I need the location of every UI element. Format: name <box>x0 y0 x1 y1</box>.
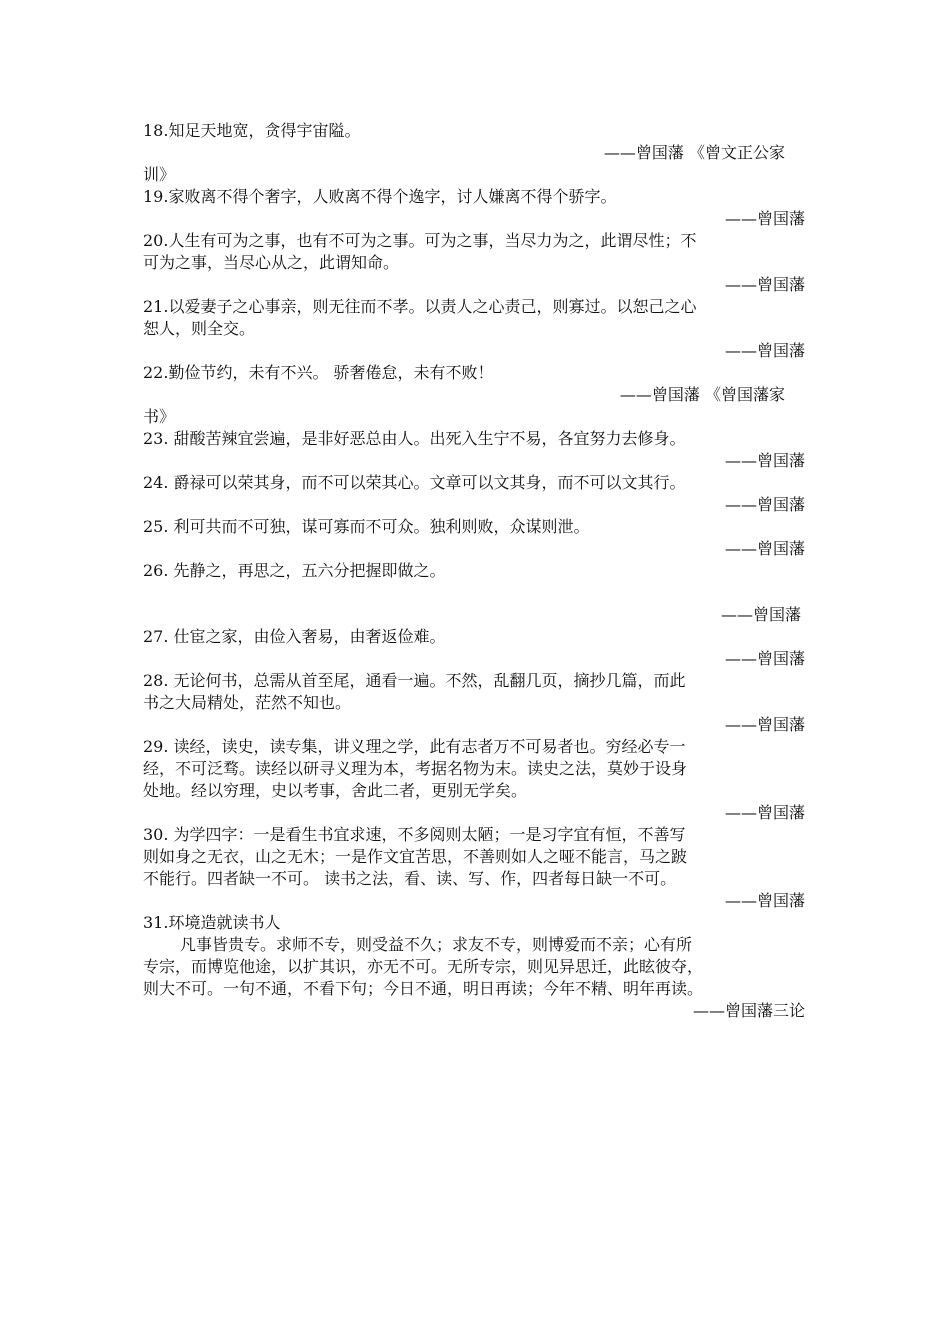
attribution: ——曾国藩 <box>724 803 805 822</box>
quote-line: 恕人，则全交。 <box>143 319 256 338</box>
quote-line: 可为之事，当尽心从之，此谓知命。 <box>143 253 400 272</box>
quote-line: 22.勤俭节约，未有不兴。 骄奢倦怠，未有不败！ <box>143 363 494 382</box>
attribution: ——曾国藩 <box>724 649 805 668</box>
attribution: ——曾国藩 《曾文正公家 <box>603 143 785 162</box>
quote-line: 不能行。四者缺一不可。 读书之法，看、读、写、作，四者每日缺一不可。 <box>143 869 677 888</box>
attribution: ——曾国藩 <box>724 891 805 910</box>
quote-line: 31.环境造就读书人 <box>143 913 281 932</box>
quote-line: 专宗，而博览他途，以扩其识，亦无不可。无所专宗，则见异思迁，此眩彼夺， <box>143 957 704 976</box>
quote-line: 27. 仕宦之家，由俭入奢易，由奢返俭难。 <box>143 627 446 646</box>
paragraph-line: 凡事皆贵专。求师不专，则受益不久；求友不专，则博爱而不亲；心有所 <box>180 935 693 954</box>
quote-line: 19.家败离不得个奢字，人败离不得个逸字，讨人嫌离不得个骄字。 <box>143 187 617 206</box>
attribution: ——曾国藩 <box>724 495 805 514</box>
quote-line: 则如身之无衣，山之无木；一是作文宜苦思，不善则如人之哑不能言，马之跛 <box>143 847 688 866</box>
quote-line: 24. 爵禄可以荣其身，而不可以荣其心。文章可以文其身，而不可以文其行。 <box>143 473 686 492</box>
quote-line: 书之大局精处，茫然不知也。 <box>143 693 352 712</box>
attribution: ——曾国藩 <box>724 451 805 470</box>
attribution: ——曾国藩 《曾国藩家 <box>619 385 785 404</box>
quote-line: 18.知足天地宽，贪得宇宙隘。 <box>143 121 361 140</box>
quote-line: 处地。经以穷理，史以考事，舍此二者，更别无学矣。 <box>143 781 528 800</box>
quote-line: 经，不可泛骛。读经以研寻义理为本，考据名物为末。读史之法，莫妙于设身 <box>143 759 688 778</box>
attribution: ——曾国藩 <box>724 715 805 734</box>
quote-line: 20.人生有可为之事，也有不可为之事。可为之事，当尽力为之，此谓尽性；不 <box>143 231 697 250</box>
quote-line: 书》 <box>143 407 176 426</box>
quote-line: 则大不可。一句不通，不看下句；今日不通，明日再读；今年不精、明年再读。 <box>143 979 704 998</box>
quote-line: 23. 甜酸苦辣宜尝遍，是非好恶总由人。出死入生宁不易，各宜努力去修身。 <box>143 429 686 448</box>
quote-line: 25. 利可共而不可独，谋可寡而不可众。独利则败，众谋则泄。 <box>143 517 590 536</box>
quote-line: 30. 为学四字：一是看生书宜求速，不多阅则太陋；一是习字宜有恒，不善写 <box>143 825 686 844</box>
quote-line: 21.以爱妻子之心事亲，则无往而不孝。以责人之心责己，则寡过。以恕己之心 <box>143 297 697 316</box>
quote-line: 28. 无论何书，总需从首至尾，通看一遍。不然，乱翻几页，摘抄几篇，而此 <box>143 671 686 690</box>
attribution: ——曾国藩 <box>724 275 805 294</box>
quote-line: 26. 先静之，再思之，五六分把握即做之。 <box>143 561 446 580</box>
attribution: ——曾国藩 <box>720 605 801 624</box>
document-page <box>143 120 805 1022</box>
attribution: ——曾国藩 <box>724 209 805 228</box>
attribution: ——曾国藩 <box>724 539 805 558</box>
quote-line: 训》 <box>143 165 176 184</box>
blank-line <box>143 582 805 604</box>
quote-line: 29. 读经，读史，读专集，讲义理之学，此有志者万不可易者也。穷经必专一 <box>143 737 686 756</box>
attribution: ——曾国藩 <box>724 341 805 360</box>
attribution: ——曾国藩三论 <box>692 1001 805 1020</box>
